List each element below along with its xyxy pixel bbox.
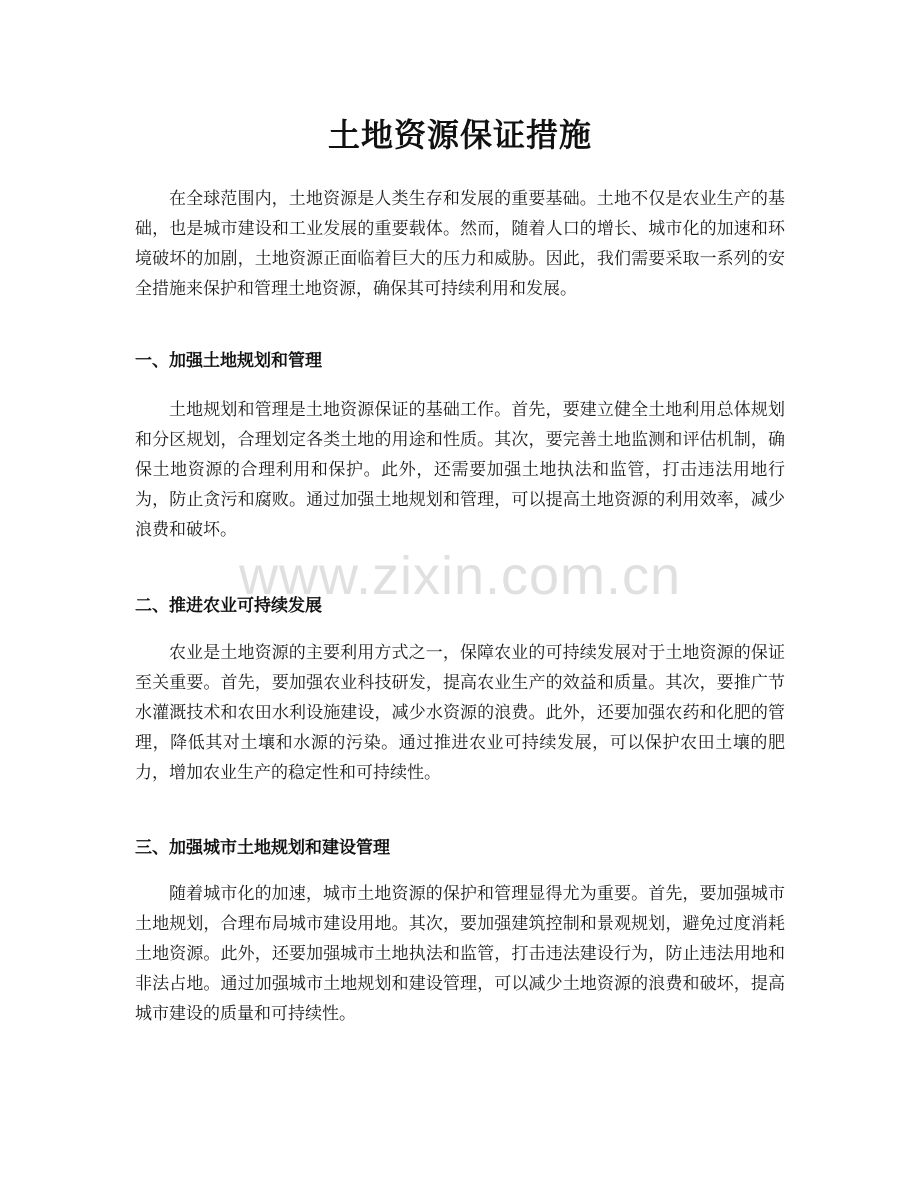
section-body-1: 土地规划和管理是土地资源保证的基础工作。首先，要建立健全土地利用总体规划和分区规划，合理划定各类土地的用途和性质。其次，要完善土地监测和评估机制，确保土地资源的合理利用和保护。此外，还需要加强土地执法和监管，打击违法用地行为，防止贪污和腐败。通过加强土地规划和管理，可以提高土地资源的利用效率，减少浪费和破坏。 bbox=[135, 400, 785, 540]
section-heading-1: 一、加强土地规划和管理 bbox=[135, 351, 322, 371]
document-title: 土地资源保证措施 bbox=[327, 116, 592, 154]
section-heading-2: 二、推进农业可持续发展 bbox=[135, 596, 322, 616]
section-body-2: 农业是土地资源的主要利用方式之一，保障农业的可持续发展对于土地资源的保证至关重要。首先，要加强农业科技研发，提高农业生产的效益和质量。其次，要推广节水灌溉技术和农田水利设施建设，减少水资源的浪费。此外，还要加强农药和化肥的管理，降低其对土壤和水源的污染。通过推进农业可持续发展，可以保护农田土壤的肥力，增加农业生产的稳定性和可持续性。 bbox=[135, 643, 785, 783]
watermark: www.zixin.com.cn bbox=[238, 546, 682, 606]
section-heading-3: 三、加强城市土地规划和建设管理 bbox=[135, 838, 390, 858]
section-body-3: 随着城市化的加速，城市土地资源的保护和管理显得尤为重要。首先，要加强城市土地规划，合理布局城市建设用地。其次，要加强建筑控制和景观规划，避免过度消耗土地资源。此外，还要加强城市土地执法和监管，打击违法建设行为，防止违法用地和非法占地。通过加强城市土地规划和建设管理，可以减少土地资源的浪费和破坏，提高城市建设的质量和可持续性。 bbox=[135, 884, 785, 1024]
intro-paragraph: 在全球范围内，土地资源是人类生存和发展的重要基础。土地不仅是农业生产的基础，也是城市建设和工业发展的重要载体。然而，随着人口的增长、城市化的加速和环境破坏的加剧，土地资源正面临着巨大的压力和威胁。因此，我们需要采取一系列的安全措施来保护和管理土地资源，确保其可持续利用和发展。 bbox=[135, 189, 785, 299]
